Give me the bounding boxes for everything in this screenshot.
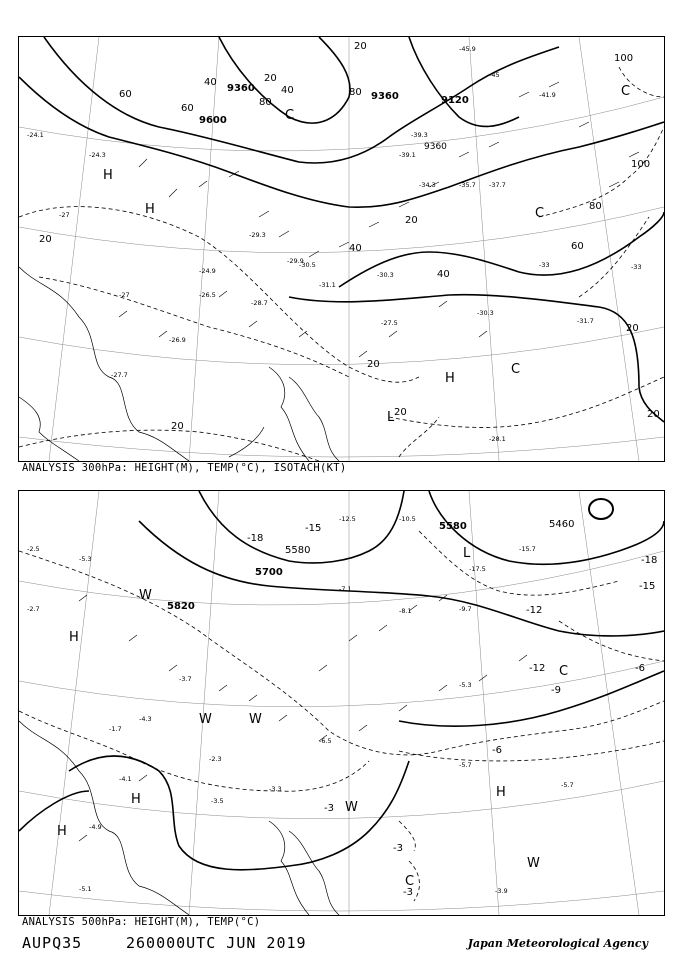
- isotach-lines: [19, 67, 664, 461]
- temp-obs: -37.7: [489, 181, 506, 189]
- temp-obs: -31.7: [577, 317, 594, 325]
- chart-code: AUPQ35: [22, 934, 83, 952]
- temp-obs: -34.3: [419, 181, 436, 189]
- cold-center: C: [511, 362, 521, 377]
- temp-obs: -26.5: [199, 291, 216, 299]
- isotherm-label: -3: [393, 843, 403, 854]
- temp-obs: -2.3: [209, 755, 222, 763]
- isotach-label: 60: [119, 89, 132, 100]
- temp-obs: -29.3: [249, 231, 266, 239]
- cold-center: C: [621, 84, 631, 99]
- temp-obs: -4.3: [139, 715, 152, 723]
- isotach-label: 40: [437, 269, 450, 280]
- isotach-label: 60: [571, 241, 584, 252]
- caption-500hpa: ANALYSIS 500hPa: HEIGHT(M), TEMP(°C): [22, 916, 261, 928]
- warm-center: W: [249, 712, 262, 727]
- height-contours: [19, 491, 664, 870]
- height-label: 5460: [549, 519, 575, 530]
- isotherm-label: -12: [529, 663, 546, 674]
- warm-center: W: [139, 588, 152, 603]
- high-center: H: [145, 202, 155, 217]
- isotach-label: 80: [349, 87, 362, 98]
- height-label: 9600: [199, 115, 227, 126]
- temp-obs: -8.1: [399, 607, 412, 615]
- temp-obs: -24.1: [27, 131, 44, 139]
- isotach-label: 20: [39, 234, 52, 245]
- temp-obs: -45: [489, 71, 500, 79]
- temp-obs: -41.9: [539, 91, 556, 99]
- height-label: 9360: [227, 83, 255, 94]
- cold-center: C: [559, 664, 569, 679]
- temp-obs: -5.1: [79, 885, 92, 893]
- temp-obs: -1.7: [109, 725, 122, 733]
- isotach-label: 20: [171, 421, 184, 432]
- temp-obs: -4.1: [119, 775, 132, 783]
- isotherm-label: -9: [551, 685, 561, 696]
- temp-obs: -3.3: [269, 785, 282, 793]
- isotherm-label: -12: [526, 605, 543, 616]
- isotherm-label: -15: [305, 523, 322, 534]
- temp-obs: -2.7: [27, 605, 40, 613]
- temp-obs: -12.5: [339, 515, 356, 523]
- isotach-label: 80: [259, 97, 272, 108]
- high-center: H: [445, 371, 455, 386]
- isotach-label: 20: [394, 407, 407, 418]
- caption-300hpa: ANALYSIS 300hPa: HEIGHT(M), TEMP(°C), ISOTACH(KT): [22, 462, 347, 474]
- isotach-label: 100: [631, 159, 651, 170]
- wind-barbs: [119, 82, 639, 357]
- temp-obs: -35.7: [459, 181, 476, 189]
- temp-obs: -33: [539, 261, 550, 269]
- temp-obs: -5.3: [459, 681, 472, 689]
- temp-obs: -27: [119, 291, 130, 299]
- height-label: 5580: [439, 521, 467, 532]
- height-label: 9360: [424, 142, 447, 152]
- temp-obs: -30.5: [299, 261, 316, 269]
- isotach-label: 20: [626, 323, 639, 334]
- closed-low: [589, 499, 613, 519]
- warm-center: W: [345, 800, 358, 815]
- isotach-label: 20: [264, 73, 277, 84]
- isotherm-label: -6: [492, 745, 502, 756]
- warm-center: C: [405, 874, 415, 889]
- temp-obs: -27.5: [381, 319, 398, 327]
- temp-obs: -3.5: [211, 797, 224, 805]
- isotach-label: 40: [281, 85, 294, 96]
- temp-obs: -33: [631, 263, 642, 271]
- cold-center: C: [285, 108, 295, 123]
- temp-obs: -4.9: [89, 823, 102, 831]
- high-center: H: [131, 792, 141, 807]
- height-label: 5580: [285, 545, 311, 556]
- isotherm-label: -6: [635, 663, 645, 674]
- low-center: L: [463, 546, 471, 561]
- isotach-label: 100: [614, 53, 634, 64]
- isotherm-label: -3: [324, 803, 334, 814]
- isotach-label: 80: [589, 201, 602, 212]
- isotach-label: 40: [204, 77, 217, 88]
- temp-obs: -39.1: [399, 151, 416, 159]
- warm-center: W: [527, 856, 540, 871]
- height-label: 9360: [371, 91, 399, 102]
- map-300hpa: [18, 36, 665, 462]
- temp-obs: -28.1: [489, 435, 506, 443]
- isotach-label: 20: [354, 41, 367, 52]
- height-label: 9120: [441, 95, 469, 106]
- isotach-label: 20: [367, 359, 380, 370]
- high-center: H: [57, 824, 67, 839]
- coastline: [19, 721, 339, 915]
- isotach-label: 20: [405, 215, 418, 226]
- temp-obs: -15.7: [519, 545, 536, 553]
- isotach-label: 60: [181, 103, 194, 114]
- temp-obs: -5.3: [79, 555, 92, 563]
- high-center: H: [103, 168, 113, 183]
- map-500hpa-svg: [19, 491, 664, 915]
- temp-obs: -29.9: [287, 257, 304, 265]
- high-center: H: [69, 630, 79, 645]
- isotach-label: 40: [349, 243, 362, 254]
- temp-obs: -39.3: [411, 131, 428, 139]
- temp-obs: -3.9: [495, 887, 508, 895]
- temp-obs: -26.9: [169, 336, 186, 344]
- isotherm-label: -15: [639, 581, 656, 592]
- cold-center: C: [535, 206, 545, 221]
- temp-obs: -31.1: [319, 281, 336, 289]
- height-label: 5820: [167, 601, 195, 612]
- map-500hpa: [18, 490, 665, 916]
- temp-obs: -10.5: [399, 515, 416, 523]
- temp-obs: -27.7: [111, 371, 128, 379]
- temp-obs: -3.7: [179, 675, 192, 683]
- graticule: [19, 37, 664, 461]
- temp-obs: -2.5: [27, 545, 40, 553]
- height-label: 5700: [255, 567, 283, 578]
- temp-obs: -45.9: [459, 45, 476, 53]
- temp-obs: -9.7: [459, 605, 472, 613]
- temp-obs: -5.7: [459, 761, 472, 769]
- map-300hpa-svg: [19, 37, 664, 461]
- isotherm-label: -18: [247, 533, 264, 544]
- temp-obs: -17.5: [469, 565, 486, 573]
- temp-obs: -5.7: [561, 781, 574, 789]
- isotach-label: 20: [647, 409, 660, 420]
- isotherm-label: -18: [641, 555, 658, 566]
- temp-obs: -24.9: [199, 267, 216, 275]
- temp-obs: -28.7: [251, 299, 268, 307]
- high-center: H: [496, 785, 506, 800]
- isotherm-label: -3: [403, 887, 413, 898]
- warm-center: W: [199, 712, 212, 727]
- temp-obs: -7.1: [339, 585, 352, 593]
- temp-obs: -30.3: [377, 271, 394, 279]
- agency-name: Japan Meteorological Agency: [467, 937, 648, 950]
- low-center: L: [387, 410, 395, 425]
- temp-obs: -27: [59, 211, 70, 219]
- temp-obs: -30.3: [477, 309, 494, 317]
- temp-obs: -6.5: [319, 737, 332, 745]
- valid-time: 260000UTC JUN 2019: [126, 934, 307, 952]
- temp-obs: -24.3: [89, 151, 106, 159]
